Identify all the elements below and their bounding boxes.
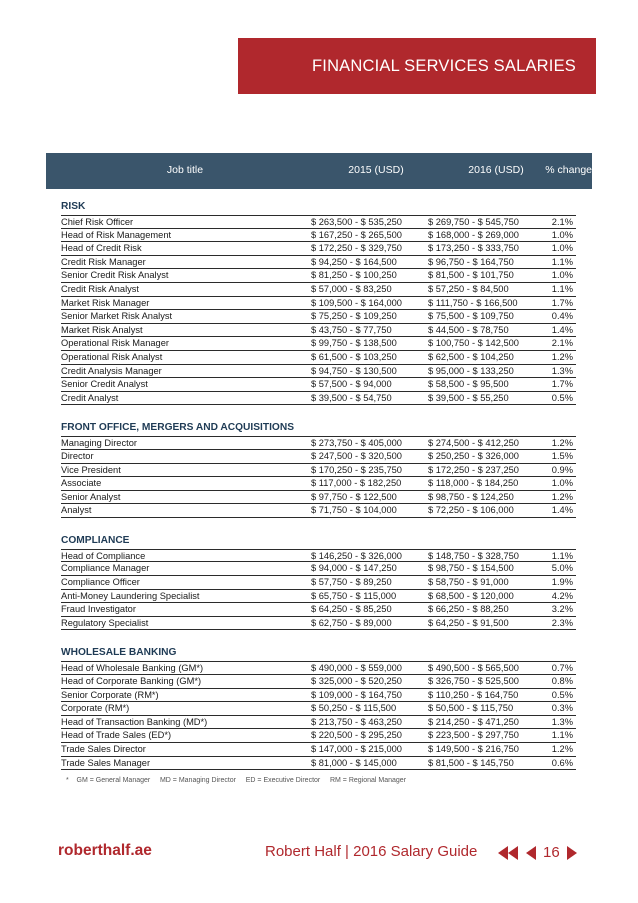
salary-2016-cell: $ 118,000 - $ 184,250 [428, 478, 519, 489]
salary-2015-cell: $ 220,500 - $ 295,250 [311, 730, 402, 741]
change-cell: 1.1% [551, 256, 573, 267]
change-cell: 0.3% [551, 703, 573, 714]
salary-2016-cell: $ 58,500 - $ 95,500 [428, 379, 509, 390]
table-row [61, 562, 576, 576]
salary-2015-cell: $ 65,750 - $ 115,000 [311, 590, 397, 601]
header-job-title: Job title [166, 164, 204, 176]
page-navigation [497, 844, 578, 861]
banner-title: FINANCIAL SERVICES SALARIES [312, 56, 576, 75]
salary-2015-cell: $ 273,750 - $ 405,000 [311, 438, 402, 449]
page-footer [0, 842, 638, 868]
salary-2016-cell: $ 168,000 - $ 269,000 [428, 229, 519, 240]
table-row [61, 549, 576, 563]
salary-2016-cell: $ 81,500 - $ 145,750 [428, 757, 514, 768]
salary-2015-cell: $ 99,750 - $ 138,500 [311, 338, 397, 349]
job-title-cell: Chief Risk Officer [61, 217, 134, 227]
job-title-cell: Director [61, 450, 94, 461]
section-title: WHOLESALE BANKING [61, 647, 177, 659]
change-cell: 1.3% [551, 716, 573, 727]
change-cell: 2.3% [551, 617, 573, 628]
salary-2016-cell: $ 250,250 - $ 326,000 [428, 450, 519, 461]
salary-2015-cell: $ 147,000 - $ 215,000 [311, 744, 402, 754]
salary-2015-cell: $ 50,250 - $ 115,500 [311, 703, 397, 714]
table-row [61, 242, 576, 256]
salary-2016-cell: $ 39,500 - $ 55,250 [428, 392, 509, 403]
page-number: 16 [543, 844, 560, 861]
table-row [61, 450, 576, 464]
table-row [61, 617, 576, 631]
table-row [61, 702, 576, 716]
salary-2016-cell: $ 149,500 - $ 216,750 [428, 744, 519, 754]
salary-2016-cell: $ 214,250 - $ 471,250 [428, 716, 519, 727]
change-cell: 1.0% [551, 229, 573, 240]
salary-2015-cell: $ 94,750 - $ 130,500 [311, 365, 397, 376]
salary-2015-cell: $ 490,000 - $ 559,000 [311, 663, 402, 674]
change-cell: 0.8% [551, 676, 573, 687]
change-cell: 5.0% [551, 563, 573, 574]
header-2016: 2016 (USD) [468, 164, 524, 176]
job-title-cell: Head of Trade Sales (ED*) [61, 730, 172, 741]
salary-2016-cell: $ 490,500 - $ 565,500 [428, 663, 519, 674]
change-cell: 1.7% [551, 379, 573, 390]
section-spacer [61, 405, 576, 421]
section-spacer [61, 518, 576, 534]
table-row [61, 297, 576, 311]
job-title-cell: Trade Sales Manager [61, 757, 151, 768]
salary-table [61, 200, 576, 770]
change-cell: 1.1% [551, 550, 573, 561]
change-cell: 0.5% [551, 392, 573, 403]
salary-2016-cell: $ 274,500 - $ 412,250 [428, 438, 519, 449]
table-row [61, 603, 576, 617]
table-row [61, 504, 576, 518]
change-cell: 1.0% [551, 478, 573, 489]
job-title-cell: Vice President [61, 464, 121, 475]
salary-2016-cell: $ 81,500 - $ 101,750 [428, 270, 514, 281]
footer-url[interactable]: roberthalf.ae [58, 842, 152, 859]
salary-2016-cell: $ 173,250 - $ 333,750 [428, 243, 519, 254]
job-title-cell: Associate [61, 478, 102, 489]
table-row [61, 392, 576, 406]
table-row [61, 590, 576, 604]
salary-2016-cell: $ 50,500 - $ 115,750 [428, 703, 514, 714]
change-cell: 1.0% [551, 270, 573, 281]
change-cell: 1.1% [551, 283, 573, 294]
job-title-cell: Head of Compliance [61, 550, 146, 561]
salary-2016-cell: $ 98,750 - $ 124,250 [428, 491, 514, 502]
job-title-cell: Credit Risk Manager [61, 256, 146, 267]
change-cell: 1.4% [551, 324, 573, 335]
chevron-left-icon[interactable] [525, 845, 537, 861]
salary-2015-cell: $ 213,750 - $ 463,250 [311, 716, 402, 727]
salary-2016-cell: $ 111,750 - $ 166,500 [428, 297, 518, 308]
salary-2015-cell: $ 43,750 - $ 77,750 [311, 324, 392, 335]
salary-2015-cell: $ 170,250 - $ 235,750 [311, 464, 402, 475]
job-title-cell: Operational Risk Analyst [61, 351, 163, 362]
table-row [61, 256, 576, 270]
table-row [61, 491, 576, 505]
table-header [46, 153, 592, 189]
salary-2015-cell: $ 94,000 - $ 147,250 [311, 563, 397, 574]
job-title-cell: Compliance Manager [61, 563, 150, 574]
table-row [61, 365, 576, 379]
job-title-cell: Trade Sales Director [61, 744, 146, 754]
job-title-cell: Anti-Money Laundering Specialist [61, 590, 200, 601]
change-cell: 0.5% [551, 689, 573, 700]
salary-2016-cell: $ 96,750 - $ 164,750 [428, 256, 514, 267]
change-cell: 0.7% [551, 663, 573, 674]
job-title-cell: Head of Wholesale Banking (GM*) [61, 663, 204, 674]
change-cell: 1.9% [551, 577, 573, 588]
salary-2016-cell: $ 64,250 - $ 91,500 [428, 617, 509, 628]
salary-2016-cell: $ 68,500 - $ 120,000 [428, 590, 514, 601]
table-row [61, 229, 576, 243]
change-cell: 1.3% [551, 365, 573, 376]
table-row [61, 716, 576, 730]
salary-2016-cell: $ 57,250 - $ 84,500 [428, 283, 509, 294]
table-row [61, 464, 576, 478]
salary-2015-cell: $ 117,000 - $ 182,250 [311, 478, 402, 489]
change-cell: 1.2% [551, 438, 573, 449]
table-row [61, 283, 576, 297]
section-spacer [61, 630, 576, 646]
salary-2016-cell: $ 44,500 - $ 78,750 [428, 324, 509, 335]
salary-2015-cell: $ 57,500 - $ 94,000 [311, 379, 392, 390]
change-cell: 1.0% [551, 243, 573, 254]
change-cell: 1.7% [551, 297, 573, 308]
salary-2015-cell: $ 172,250 - $ 329,750 [311, 243, 402, 254]
footer-guide-title: Robert Half | 2016 Salary Guide [265, 843, 478, 860]
salary-2015-cell: $ 64,250 - $ 85,250 [311, 604, 392, 615]
job-title-cell: Fraud Investigator [61, 604, 136, 615]
change-cell: 0.9% [551, 464, 573, 475]
salary-2016-cell: $ 172,250 - $ 237,250 [428, 464, 519, 475]
salary-2015-cell: $ 61,500 - $ 103,250 [311, 351, 397, 362]
salary-2015-cell: $ 81,000 - $ 145,000 [311, 757, 397, 768]
table-row [61, 729, 576, 743]
job-title-cell: Senior Credit Analyst [61, 379, 148, 390]
job-title-cell: Analyst [61, 505, 92, 516]
table-row [61, 351, 576, 365]
footnote: * GM = General Manager MD = Managing Director ED = Executive Director RM = Regional Manager [66, 777, 407, 784]
salary-2015-cell: $ 146,250 - $ 326,000 [311, 550, 402, 561]
table-row [61, 215, 576, 229]
salary-2015-cell: $ 263,500 - $ 535,250 [311, 217, 402, 227]
job-title-cell: Compliance Officer [61, 577, 140, 588]
salary-2016-cell: $ 98,750 - $ 154,500 [428, 563, 514, 574]
salary-2016-cell: $ 110,250 - $ 164,750 [428, 689, 519, 700]
table-row [61, 689, 576, 703]
job-title-cell: Operational Risk Manager [61, 338, 169, 349]
job-title-cell: Head of Credit Risk [61, 243, 142, 254]
salary-2015-cell: $ 97,750 - $ 122,500 [311, 491, 397, 502]
salary-2016-cell: $ 326,750 - $ 525,500 [428, 676, 519, 687]
change-cell: 1.5% [551, 450, 573, 461]
table-row [61, 436, 576, 450]
salary-2016-cell: $ 75,500 - $ 109,750 [428, 311, 514, 322]
job-title-cell: Head of Transaction Banking (MD*) [61, 716, 208, 727]
table-row [61, 324, 576, 338]
job-title-cell: Senior Analyst [61, 491, 121, 502]
change-cell: 2.1% [551, 217, 573, 227]
table-row [61, 269, 576, 283]
salary-2016-cell: $ 148,750 - $ 328,750 [428, 550, 519, 561]
job-title-cell: Corporate (RM*) [61, 703, 130, 714]
table-row [61, 477, 576, 491]
section-title: COMPLIANCE [61, 534, 130, 546]
job-title-cell: Regulatory Specialist [61, 617, 149, 628]
table-row [61, 310, 576, 324]
salary-2015-cell: $ 247,500 - $ 320,500 [311, 450, 402, 461]
job-title-cell: Senior Market Risk Analyst [61, 311, 173, 322]
header-2015: 2015 (USD) [348, 164, 404, 176]
salary-2016-cell: $ 223,500 - $ 297,750 [428, 730, 519, 741]
section-title: FRONT OFFICE, MERGERS AND ACQUISITIONS [61, 422, 294, 434]
change-cell: 1.4% [551, 505, 573, 516]
salary-2016-cell: $ 269,750 - $ 545,750 [428, 217, 519, 227]
salary-2015-cell: $ 62,750 - $ 89,000 [311, 617, 392, 628]
salary-2015-cell: $ 57,750 - $ 89,250 [311, 577, 392, 588]
table-row [61, 661, 576, 675]
change-cell: 2.1% [551, 338, 573, 349]
salary-2016-cell: $ 66,250 - $ 88,250 [428, 604, 509, 615]
table-row [61, 576, 576, 590]
salary-2015-cell: $ 94,250 - $ 164,500 [311, 256, 397, 267]
salary-2015-cell: $ 57,000 - $ 83,250 [311, 283, 392, 294]
job-title-cell: Head of Risk Management [61, 229, 172, 240]
salary-2015-cell: $ 75,250 - $ 109,250 [311, 311, 397, 322]
job-title-cell: Credit Analyst [61, 392, 119, 403]
change-cell: 3.2% [551, 604, 573, 615]
change-cell: 1.2% [551, 744, 573, 754]
table-row [61, 378, 576, 392]
salary-2015-cell: $ 71,750 - $ 104,000 [311, 505, 397, 516]
change-cell: 0.4% [551, 311, 573, 322]
change-cell: 1.2% [551, 351, 573, 362]
table-row [61, 757, 576, 771]
job-title-cell: Market Risk Analyst [61, 324, 143, 335]
job-title-cell: Credit Analysis Manager [61, 365, 162, 376]
salary-2015-cell: $ 325,000 - $ 520,250 [311, 676, 402, 687]
page-banner [238, 38, 596, 94]
header-change: % change [545, 164, 592, 176]
table-row [61, 337, 576, 351]
section-title: RISK [61, 201, 86, 212]
salary-2016-cell: $ 62,500 - $ 104,250 [428, 351, 514, 362]
salary-2015-cell: $ 109,500 - $ 164,000 [311, 297, 402, 308]
change-cell: 4.2% [551, 590, 573, 601]
double-chevron-left-icon[interactable] [497, 845, 519, 861]
salary-2015-cell: $ 39,500 - $ 54,750 [311, 392, 392, 403]
change-cell: 1.2% [551, 491, 573, 502]
salary-2015-cell: $ 167,250 - $ 265,500 [311, 229, 402, 240]
table-row [61, 675, 576, 689]
salary-2015-cell: $ 81,250 - $ 100,250 [311, 270, 397, 281]
chevron-right-icon[interactable] [566, 845, 578, 861]
change-cell: 1.1% [551, 730, 573, 741]
salary-2016-cell: $ 100,750 - $ 142,500 [428, 338, 519, 349]
salary-2016-cell: $ 95,000 - $ 133,250 [428, 365, 514, 376]
job-title-cell: Head of Corporate Banking (GM*) [61, 676, 202, 687]
job-title-cell: Senior Credit Risk Analyst [61, 270, 169, 281]
job-title-cell: Managing Director [61, 438, 137, 449]
job-title-cell: Market Risk Manager [61, 297, 150, 308]
salary-2016-cell: $ 58,750 - $ 91,000 [428, 577, 509, 588]
table-row [61, 743, 576, 757]
salary-2016-cell: $ 72,250 - $ 106,000 [428, 505, 514, 516]
job-title-cell: Senior Corporate (RM*) [61, 689, 159, 700]
change-cell: 0.6% [551, 757, 573, 768]
salary-2015-cell: $ 109,000 - $ 164,750 [311, 689, 402, 700]
job-title-cell: Credit Risk Analyst [61, 283, 140, 294]
